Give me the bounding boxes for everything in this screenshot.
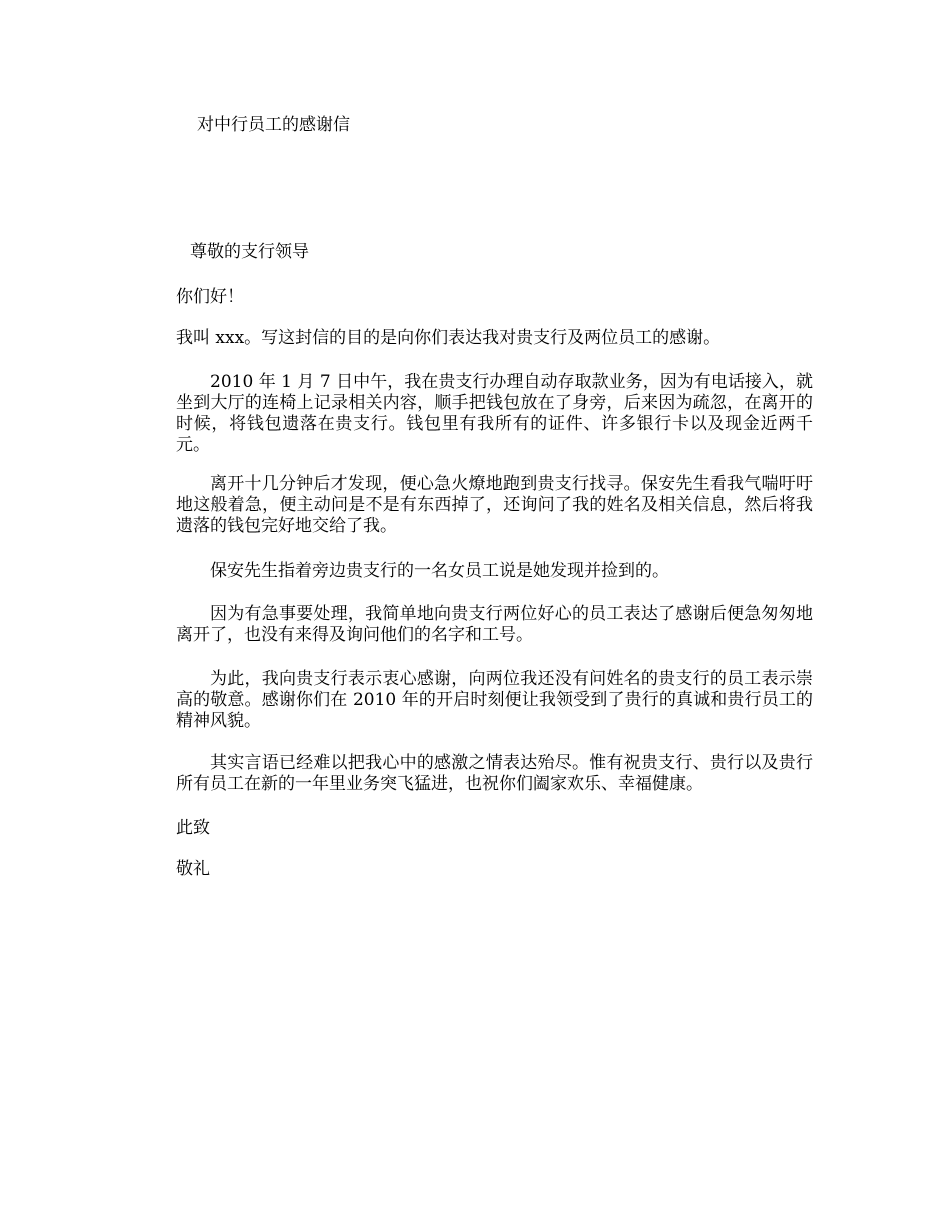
closing-cizhi: 此致 [176, 818, 210, 838]
salutation: 尊敬的支行领导 [190, 242, 309, 262]
greeting: 你们好！ [176, 287, 244, 307]
paragraph-departure: 因为有急事要处理，我简单地向贵支行两位好心的员工表达了感谢后便急匆匆地离开了，也没有来得及询问他们的名字和工号。 [176, 604, 813, 645]
paragraph-search: 离开十几分钟后才发现，便心急火燎地跑到贵支行找寻。保安先生看我气喘吁吁地这般着急，便主动问是不是有东西掉了，还询问了我的姓名及相关信息，然后将我遗落的钱包完好地交给了我。 [176, 474, 813, 536]
closing-jingli: 敬礼 [176, 859, 210, 879]
paragraph-wishes: 其实言语已经难以把我心中的感激之情表达殆尽。惟有祝贵支行、贵行以及贵行所有员工在新的一年里业务突飞猛进，也祝你们阖家欢乐、幸福健康。 [176, 753, 813, 794]
paragraph-incident: 2010 年 1 月 7 日中午，我在贵支行办理自动存取款业务，因为有电话接入，就坐到大厅的连椅上记录相关内容，顺手把钱包放在了身旁，后来因为疏忽，在离开的时候，将钱包遗落在贵支行。钱包里有我所有的证件、许多银行卡以及现金近两千元。 [176, 372, 813, 455]
letter-title: 对中行员工的感谢信 [197, 115, 350, 135]
paragraph-introduction: 我叫 xxx。写这封信的目的是向你们表达我对贵支行及两位员工的感谢。 [176, 328, 721, 348]
paragraph-security-guard: 保安先生指着旁边贵支行的一名女员工说是她发现并捡到的。 [210, 561, 669, 581]
paragraph-gratitude: 为此，我向贵支行表示衷心感谢，向两位我还没有问姓名的贵支行的员工表示崇高的敬意。感谢你们在 2010 年的开启时刻便让我领受到了贵行的真诚和贵行员工的精神风貌。 [176, 669, 813, 731]
